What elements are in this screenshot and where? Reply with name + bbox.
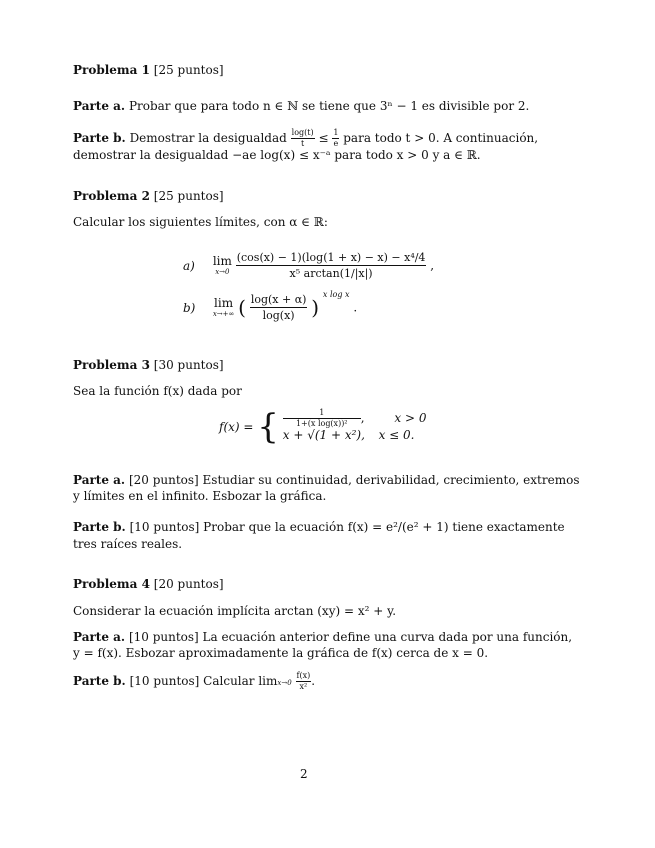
lim-subscript: x→0 xyxy=(277,679,292,687)
fraction-numerator: (cos(x) − 1)(log(1 + x) − x) − x⁴/4 xyxy=(236,251,426,264)
problem-1-title: Problema 1 xyxy=(73,63,150,77)
part-a-label: Parte a. xyxy=(73,630,126,644)
fraction-numerator: log(t) xyxy=(291,128,314,137)
fraction-numerator: 1 xyxy=(333,128,339,137)
problem-1-part-b-line1 xyxy=(73,128,583,149)
problem-1-heading xyxy=(73,62,224,78)
case-2-condition: x ≤ 0. xyxy=(378,428,415,442)
exponent: x log x xyxy=(322,290,350,299)
problem-2-title: Problema 2 xyxy=(73,189,150,203)
left-brace: { xyxy=(257,407,279,447)
lim-subscript: x→+∞ xyxy=(212,309,235,318)
part-a-label: Parte a. xyxy=(73,473,126,487)
problem-1-part-b-line2: demostrar la desigualdad −ae log(x) ≤ x⁻ᵃ para todo x > 0 y a ∈ ℝ. xyxy=(73,148,481,162)
period: . xyxy=(353,300,358,315)
fx-label: f(x) = xyxy=(219,420,254,434)
limit-b-fraction xyxy=(250,292,308,323)
comma: , xyxy=(430,258,435,273)
problem-3-part-b-line2: tres raíces reales. xyxy=(73,537,183,551)
problem-1-points: [25 puntos] xyxy=(153,63,224,77)
part-b-text: [10 puntos] Calcular lim xyxy=(129,674,278,688)
fraction-denominator: x⁵ arctan(1/|x|) xyxy=(289,267,373,280)
part-b-label: Parte b. xyxy=(73,674,126,688)
problem-4-points: [20 puntos] xyxy=(153,577,224,591)
problem-3-part-a-line1 xyxy=(73,472,583,488)
left-paren: ( xyxy=(238,295,246,320)
page-number: 2 xyxy=(300,767,308,781)
problem-2-points: [25 puntos] xyxy=(153,189,224,203)
fraction-denominator: t xyxy=(301,139,305,148)
log-t-over-t-fraction xyxy=(291,128,315,149)
part-b-label: Parte b. xyxy=(73,131,126,145)
one-over-e-fraction xyxy=(332,128,339,149)
case-1: $\frac{1}{\text{1+(x log(x))²}}$ , x > 0 xyxy=(283,408,427,428)
lim-operator xyxy=(213,255,232,277)
case-1-fraction xyxy=(283,408,361,429)
problem-4-part-b xyxy=(73,671,315,692)
fraction-denominator: x² xyxy=(299,682,308,691)
item-a-label: a) xyxy=(183,258,195,273)
fx-over-x2-fraction xyxy=(296,671,312,692)
problem-1-part-a xyxy=(73,98,583,114)
part-b-label: Parte b. xyxy=(73,520,126,534)
part-a-text: [10 puntos] La ecuación anterior define una curva dada por una función, xyxy=(128,630,573,644)
problem-4-intro: Considerar la ecuación implícita arctan (xy) = x² + y. xyxy=(73,604,397,618)
lim-subscript: x→0 xyxy=(215,267,230,276)
fraction-denominator: 1+(x log(x))² xyxy=(295,419,348,428)
right-paren: ) xyxy=(311,295,320,320)
period: . xyxy=(311,674,316,688)
case-2 xyxy=(283,428,427,446)
problem-3-points: [30 puntos] xyxy=(153,358,224,372)
part-b-text-post: para todo t > 0. A continuación, xyxy=(343,131,539,145)
problem-2-heading xyxy=(73,188,224,204)
leq-symbol: ≤ xyxy=(318,131,329,145)
problem-2-intro: Calcular los siguientes límites, con α ∈ ℝ: xyxy=(73,215,328,229)
lim-word: lim xyxy=(212,253,232,268)
part-a-label: Parte a. xyxy=(73,99,126,113)
problem-4-part-a-line2: y = f(x). Esbozar aproximadamente la gráfica de f(x) cerca de x = 0. xyxy=(73,646,489,660)
problem-3-part-a-line2: y límites en el infinito. Esbozar la gráfica. xyxy=(73,489,327,503)
lim-operator xyxy=(213,297,235,319)
cases xyxy=(283,408,427,446)
problem-3-title: Problema 3 xyxy=(73,358,150,372)
problem-4-title: Problema 4 xyxy=(73,577,150,591)
case-2-expression: x + √(1 + x²), xyxy=(282,428,365,442)
fraction-numerator: f(x) xyxy=(296,671,311,680)
lim-word: lim xyxy=(214,295,234,310)
piecewise-function xyxy=(219,408,427,446)
problem-4-part-a-line1 xyxy=(73,629,583,645)
problem-3-intro: Sea la función f(x) dada por xyxy=(73,384,242,398)
fraction-numerator: log(x + α) xyxy=(250,293,307,306)
limit-a-fraction xyxy=(236,250,427,281)
problem-3-part-b-line1 xyxy=(73,519,583,535)
part-b-text-pre: Demostrar la desigualdad xyxy=(129,131,287,145)
fraction-denominator: log(x) xyxy=(262,309,295,322)
fraction-numerator: 1 xyxy=(283,408,361,419)
item-b-label: b) xyxy=(183,300,196,315)
fraction-denominator: e xyxy=(333,139,339,148)
case-1-condition: x > 0 xyxy=(394,411,427,425)
part-a-text: [20 puntos] Estudiar su continuidad, derivabilidad, crecimiento, extremos xyxy=(128,473,580,487)
problem-3-heading xyxy=(73,357,224,373)
limit-b xyxy=(183,290,357,323)
problem-4-heading xyxy=(73,576,224,592)
part-a-text: Probar que para todo n ∈ ℕ se tiene que 3ⁿ − 1 es divisible por 2. xyxy=(128,99,530,113)
part-b-text: [10 puntos] Probar que la ecuación f(x) = e²/(e² + 1) tiene exactamente xyxy=(129,520,565,534)
limit-a xyxy=(183,250,434,281)
